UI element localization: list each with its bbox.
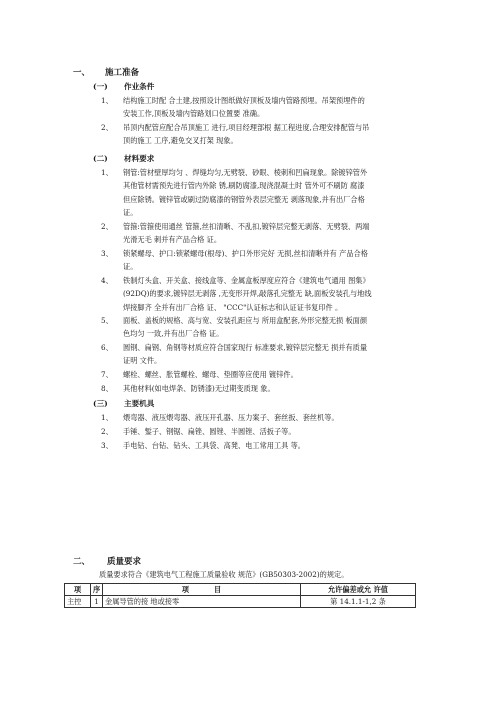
item-text: 螺栓、螺丝、胀管螺栓、螺母、垫圈等应使用 镀锌件。 <box>123 370 298 379</box>
table-header-cell: 序 <box>91 584 103 596</box>
table-header-cell: 项 <box>65 584 91 596</box>
subsection-number: (一) <box>93 82 108 91</box>
subsection-title: 作业条件 <box>124 82 155 91</box>
item-text: 铁制灯头盒、开关盒、接线盒等、金属盒板厚度应符合《建筑电气通用 图集》 (92DQ)的要求,镀锌层无剥落 ,无变形开焊,敲落孔完整无 缺,面板安装孔与地线 焊接脚齐 全并有出厂合格 证、 "CCC"认证标志和认证证书复印件 。 <box>123 276 372 312</box>
item-text: 煨弯器、液压煨弯器、液压开孔器、压力案子、套丝扳、套丝机等。 <box>123 413 339 422</box>
item-number: 7、 <box>101 370 113 379</box>
item-number: 1、 <box>101 168 113 177</box>
item-number: 3、 <box>101 249 113 258</box>
item-text: 吊顶内配管应配合吊顶施工 进行,项目经理部根 据工程进度,合理安排配管与吊 顶的施工 工序,避免交叉打架 现象。 <box>123 123 370 146</box>
item-text: 钢管:管材壁厚均匀 、焊缝均匀,无劈裂、砂眼、棱刺和凹扁现象。除镀锌管外 其他管材需预先进行管内外除 锈,刷防腐漆,现浇混凝土时 管外可不刷防 腐漆 但应除锈。镀锌管或刷过防腐漆的钢管外表层完整无 剥落现象,并有出厂合格 证。 <box>123 168 368 218</box>
table-cell: 第 14.1.1-1,2 条 <box>301 596 416 608</box>
item-text: 手锤、錾子、钢锯、扁锉、圆锉、半圆锉、活扳子等。 <box>123 427 296 436</box>
table-header-cell: 允许偏差或允 许值 <box>301 584 416 596</box>
table-cell: 1 <box>91 596 103 608</box>
subsection-heading-materials <box>93 153 154 164</box>
item-number: 2、 <box>101 123 113 132</box>
table-cell: 金属导管的接 地或接零 <box>103 596 301 608</box>
subsection-heading-tools <box>93 398 154 409</box>
item-text: 结构施工时配 合土建,按照设计图纸做好顶板及墙内管路预埋。吊架预埋件的 安装工作,顶板及墙内管路划口位置要 准确。 <box>123 96 365 119</box>
item-number: 2、 <box>101 427 113 436</box>
subsection-number: (三) <box>93 399 108 408</box>
quality-table <box>64 583 416 608</box>
subsection-heading-conditions <box>93 81 154 92</box>
table-row <box>65 596 416 608</box>
item-number: 2、 <box>101 222 113 231</box>
section-number: 二、 <box>73 557 91 567</box>
item-number: 4、 <box>101 276 113 285</box>
item-number: 6、 <box>101 343 113 352</box>
table-header-row <box>65 584 416 596</box>
table-header-cell: 项 目 <box>103 584 301 596</box>
item-text: 圆钢、扁钢、角钢等材质应符合国家现行 标准要求,镀锌层完整无 损并有质量 证明 文件。 <box>123 343 368 366</box>
item-number: 5、 <box>101 316 113 325</box>
item-text: 锁紧螺母、护口:锁紧螺母(根母)、护口外形完好 无损,丝扣清晰并有 产品合格 证。 <box>123 249 368 272</box>
subsection-title: 主要机具 <box>124 399 155 408</box>
item-number: 1、 <box>101 96 113 105</box>
item-number: 1、 <box>101 413 113 422</box>
section-heading-preparation <box>73 66 139 78</box>
subsection-number: (二) <box>93 154 108 163</box>
table-cell: 主控 <box>65 596 91 608</box>
section-number: 一、 <box>73 68 91 78</box>
item-text: 面板、盖板的规格、高与宽、安装孔距应与 所用盒配套,外形完整无损 板面颜 色均匀 一致,并有出厂合格 证。 <box>123 316 368 339</box>
item-text: 管箍:管箍使用通丝 管箍,丝扣清晰、不乱扣,镀锌层完整无剥落、无劈裂、两端 光滑无毛 刺并有产品合格 证。 <box>123 222 370 245</box>
subsection-title: 材料要求 <box>124 154 155 163</box>
item-number: 3、 <box>101 441 113 450</box>
item-number: 8、 <box>101 384 113 393</box>
item-text: 手电钻、台钻、钻头、工具袋、高凳、电工常用工具 等。 <box>123 441 305 450</box>
item-text: 其他材料(如电焊条、防锈漆)无过期变质现 象。 <box>123 384 275 393</box>
section-title: 施工准备 <box>105 68 140 78</box>
section-title: 质量要求 <box>107 557 142 567</box>
section-heading-quality <box>73 555 141 567</box>
quality-intro-text: 质量要求符合《建筑电气工程施工质量验收 规范》(GB50303-2002)的规定。 <box>99 570 349 579</box>
